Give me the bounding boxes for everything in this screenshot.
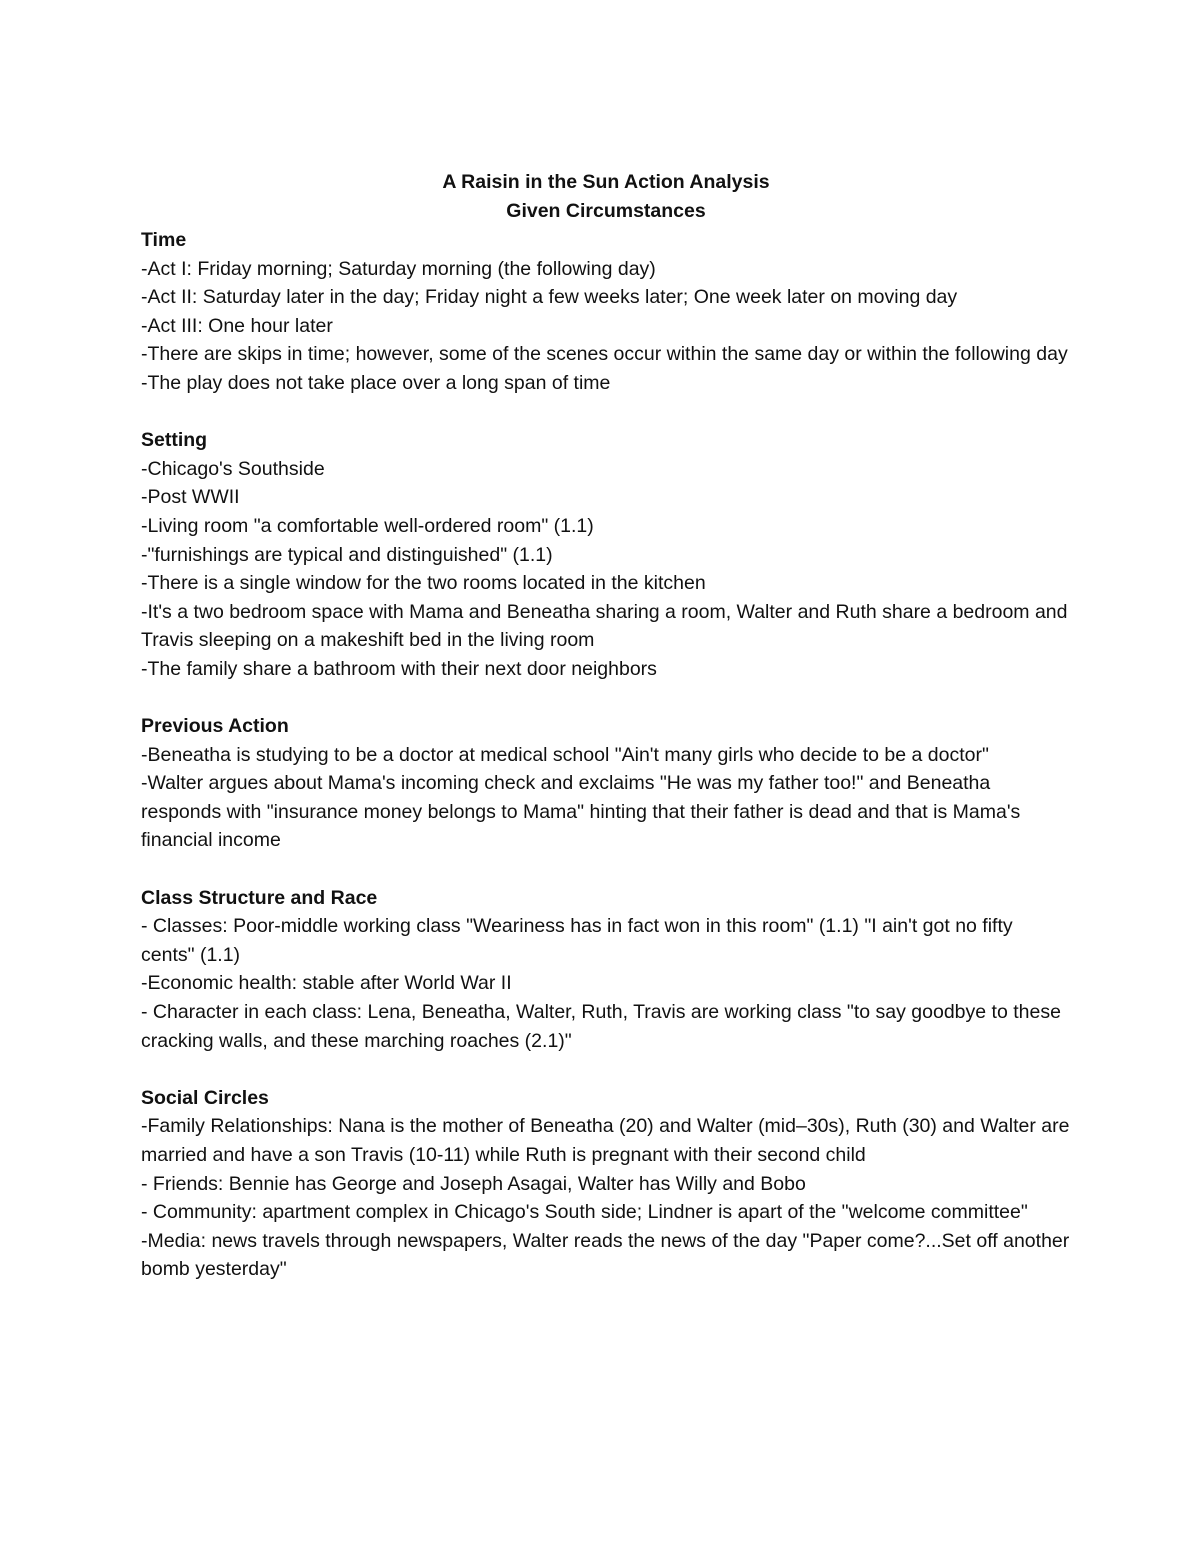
section-line: -The family share a bathroom with their next door neighbors [141, 657, 657, 680]
section-line: - Classes: Poor-middle working class "Weariness has in fact won in this room" (1.1) "I ain't got no fifty cents" (1.1) [141, 915, 1013, 966]
section-heading: Setting [141, 429, 208, 452]
section-heading: Social Circles [141, 1086, 269, 1109]
section-line: -Family Relationships: Nana is the mother of Beneatha (20) and Walter (mid–30s), Ruth (30) and Walter are married and have a son Travis (10-11) while Ruth is pregnant with their second child [141, 1115, 1070, 1166]
section-line: -Act II: Saturday later in the day; Friday night a few weeks later; One week later on moving day [141, 286, 958, 309]
section-time [141, 226, 1071, 398]
section-line: -Post WWII [141, 486, 240, 509]
document-content [141, 168, 1071, 1313]
section-line: -It's a two bedroom space with Mama and Beneatha sharing a room, Walter and Ruth share a bedroom and Travis sleeping on a makeshift bed in the living room [141, 600, 1068, 652]
section-line: -Media: news travels through newspapers, Walter reads the news of the day "Paper come?...Set off another bomb yesterday" [141, 1229, 1070, 1281]
section-line: -Act III: One hour later [141, 314, 333, 337]
section-line: - Community: apartment complex in Chicago's South side; Lindner is apart of the "welcome committee" [141, 1201, 1028, 1224]
section-heading: Time [141, 229, 187, 251]
section-line: -Economic health: stable after World War II [141, 972, 512, 995]
section-heading: Previous Action [141, 715, 289, 738]
section-line: -The play does not take place over a long span of time [141, 371, 611, 394]
section-line: -There is a single window for the two rooms located in the kitchen [141, 572, 706, 595]
section-line: -Living room "a comfortable well-ordered room" (1.1) [141, 514, 594, 537]
section-line: - Friends: Bennie has George and Joseph Asagai, Walter has Willy and Bobo [141, 1172, 806, 1195]
document-title: A Raisin in the Sun Action Analysis [442, 171, 770, 193]
section-line: -Chicago's Southside [141, 457, 325, 480]
section-line: -Beneatha is studying to be a doctor at medical school "Ain't many girls who decide to be a doctor" [141, 743, 989, 766]
section-line: - Character in each class: Lena, Beneatha, Walter, Ruth, Travis are working class "to say goodbye to these cracking walls, and these marching roaches (2.1)" [141, 1001, 1061, 1052]
section-setting [141, 426, 1071, 683]
document-subtitle: Given Circumstances [506, 200, 706, 222]
section-heading: Class Structure and Race [141, 886, 378, 909]
section-line: -Walter argues about Mama's incoming check and exclaims "He was my father too!" and Beneatha responds with "insurance money belongs to Mama" hinting that their father is dead and that is Mama's financial income [141, 772, 1021, 852]
section-class-structure [141, 884, 1071, 1056]
section-social-circles [141, 1084, 1071, 1284]
section-previous-action [141, 712, 1071, 855]
section-line: -"furnishings are typical and distinguished" (1.1) [141, 543, 553, 566]
section-line: -Act I: Friday morning; Saturday morning (the following day) [141, 257, 656, 280]
section-line: -There are skips in time; however, some of the scenes occur within the same day or within the following day [141, 343, 1068, 366]
